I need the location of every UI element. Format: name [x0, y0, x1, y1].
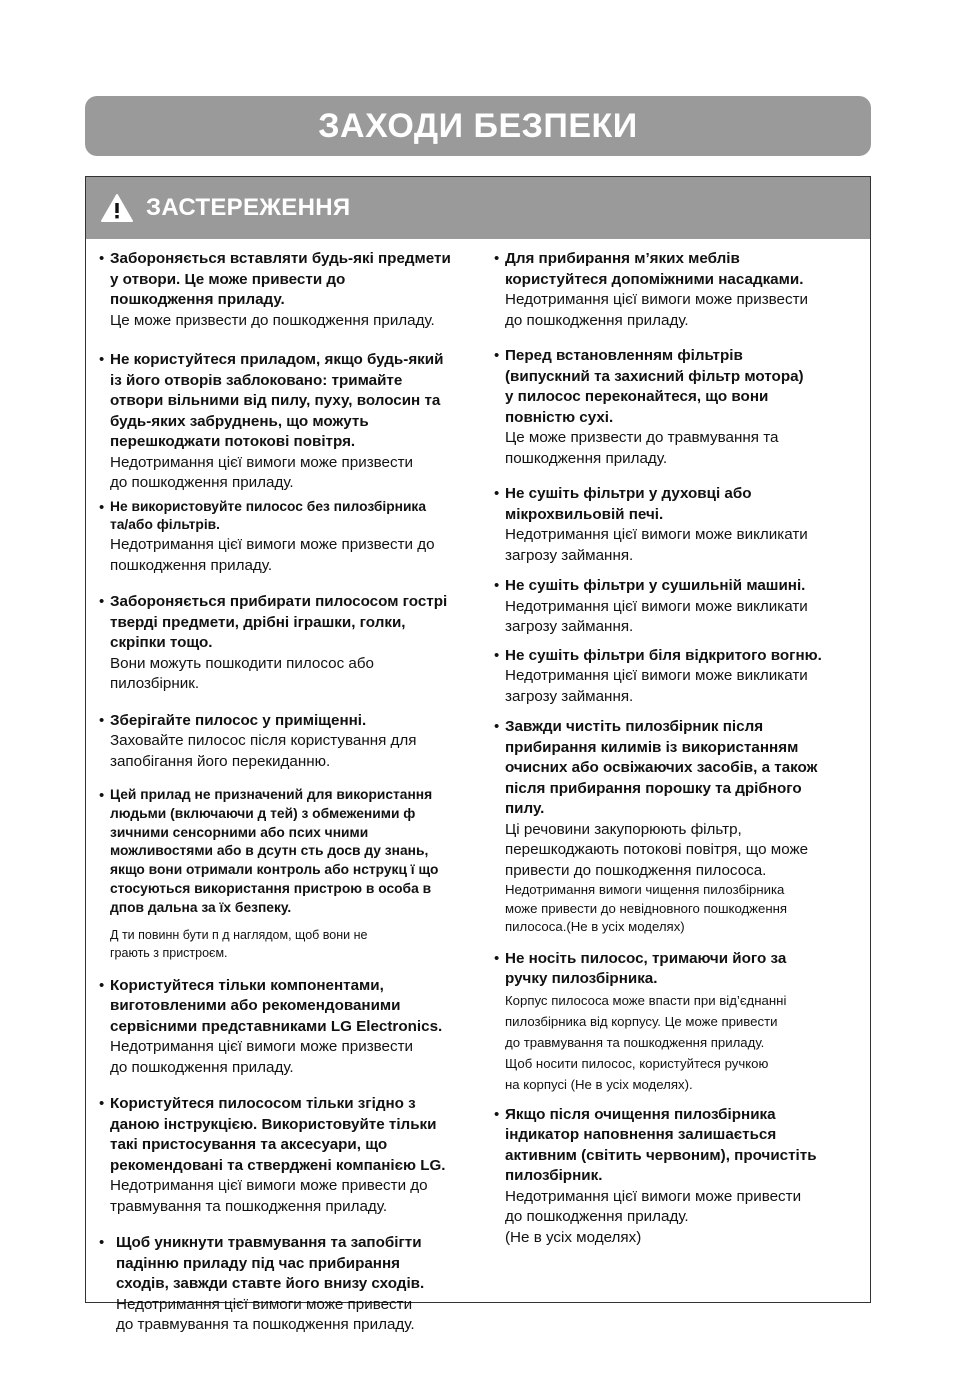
list-item: [491, 1105, 869, 1249]
list-item: [96, 711, 484, 773]
list-item: [491, 646, 869, 708]
item-bold: • Щоб уникнути травмування та запобігти падінню приладу під час прибирання сходів, завжди ставте його внизу сходів.: [116, 1234, 425, 1293]
list-item: [96, 1094, 484, 1217]
list-item: [96, 350, 484, 494]
item-bold: • Не використовуйте пилосос без пилозбірника та/або фільтрів.: [110, 498, 427, 533]
left-column: [96, 245, 484, 1336]
item-text: Недотримання цієї вимоги може привести до травмування та пошкодження приладу.: [110, 1177, 428, 1215]
item-bold: • Не сушіть фільтри у сушильній машині.: [505, 577, 806, 594]
list-item: [491, 949, 869, 1095]
warning-box: [85, 176, 871, 1334]
page-title: ЗАХОДИ БЕЗПЕКИ: [318, 106, 638, 145]
item-text: Недотримання цієї вимоги може призвести до пошкодження приладу.: [110, 536, 435, 574]
item-text: Це може призвести до пошкодження приладу.: [110, 311, 435, 329]
item-bold: • Користуйтеся тільки компонентами, виготовленими або рекомендованими сервісними представниками LG Electronics.: [110, 976, 443, 1035]
warning-title: ЗАСТЕРЕЖЕННЯ: [146, 194, 351, 221]
item-bold: • Зберігайте пилосос у приміщенні.: [110, 711, 367, 729]
list-item: [491, 576, 869, 638]
item-text: Д ти повинн бути п д наглядом, щоб вони не грають з пристроєм.: [110, 927, 368, 960]
item-text: Недотримання цієї вимоги може викликати загрозу займання.: [505, 526, 808, 564]
item-text: Недотримання цієї вимоги може призвести до пошкодження приладу.: [505, 291, 809, 329]
item-text: Корпус пилососа може впасти при від’єднанні пилозбірника від корпусу. Це може привести до травмування та пошкодження приладу. Щоб носити пилосос, користуйтеся ручкою на корпусі (Не в усіх моделях).: [505, 992, 787, 1092]
right-column: [491, 245, 869, 1248]
list-item: [491, 484, 869, 566]
item-text: Недотримання цієї вимоги може привести до пошкодження приладу. (Не в усіх моделях): [505, 1187, 802, 1246]
item-bold: • Перед встановленням фільтрів (випускний та захисний фільтр мотора) у пилосос переконайтеся, що вони повністю сухі.: [505, 347, 804, 426]
item-text: Недотримання цієї вимоги може привести до травмування та пошкодження приладу.: [116, 1295, 415, 1334]
item-text: Недотримання вимоги чищення пилозбірника може привести до невідновного пошкодження пилососа.(Не в усіх моделях): [505, 882, 788, 935]
item-bold: • Забороняється вставляти будь-які предмети у отвори. Це може привести до пошкодження приладу.: [110, 250, 451, 308]
item-bold: • Не носіть пилосос, тримаючи його за ручку пилозбірника.: [505, 949, 787, 988]
list-item: [96, 592, 484, 695]
item-text: Заховайте пилосос після користування для запобігання його перекиданню.: [110, 732, 417, 770]
warning-triangle-icon: [100, 193, 134, 223]
item-text: Це може призвести до травмування та пошкодження приладу.: [505, 429, 779, 467]
list-item: [96, 786, 484, 962]
list-item: [96, 498, 484, 577]
title-bar: [85, 96, 871, 156]
item-text: Ці речовини закупорюють фільтр, перешкоджають потокові повітря, що може привести до пошкодження пилососа.: [505, 820, 809, 879]
item-text: Недотримання цієї вимоги може викликати загрозу займання.: [505, 597, 808, 635]
list-item: [491, 717, 869, 937]
item-text: Вони можуть пошкодити пилосос або пилозбірник.: [110, 654, 374, 693]
item-text: Недотримання цієї вимоги може призвести до пошкодження приладу.: [110, 453, 414, 491]
list-item: [491, 346, 869, 469]
item-bold: • Забороняється прибирати пилососом гострі тверді предмети, дрібні іграшки, голки, скріпки тощо.: [110, 593, 448, 652]
item-bold: • Не сушіть фільтри біля відкритого вогню.: [505, 646, 822, 664]
list-item: [491, 249, 869, 331]
item-bold: • Користуйтеся пилососом тільки згідно з даною інструкцією. Використовуйте тільки такі пристосування та аксесуари, що рекомендовані та стверджені компанією LG.: [110, 1095, 446, 1174]
item-bold: • Якщо після очищення пилозбірника індикатор наповнення залишається активним (світить червоним), прочистіть пилозбірник.: [505, 1105, 817, 1185]
item-bold: • Цей прилад не призначений для використання людьми (включаючи д тей) з обмеженими ф зичними сенсорними або псих чними можливостями або в дсутн сть досв ду знань, якщо вони отримали контроль або нструкц ї що стосуються використання пристрою в особа в дпов дальна за їх безпеку.: [110, 787, 439, 915]
item-text: Недотримання цієї вимоги може призвести до пошкодження приладу.: [110, 1038, 414, 1076]
item-bold: • Не сушіть фільтри у духовці або мікрохвильовій печі.: [505, 485, 752, 523]
item-bold: • Для прибирання м’яких меблів користуйтеся допоміжними насадками.: [505, 250, 804, 288]
list-item: [96, 976, 484, 1079]
item-text: Недотримання цієї вимоги може викликати загрозу займання.: [505, 667, 808, 705]
list-item: [96, 1233, 484, 1336]
warning-header: [86, 177, 870, 239]
item-bold: • Завжди чистіть пилозбірник після прибирання килимів із використанням очисних або освіжаючих засобів, а також після прибирання порошку та дрібного пилу.: [505, 718, 818, 817]
list-item: [96, 249, 484, 331]
item-bold: • Не користуйтеся приладом, якщо будь-який із його отворів заблоковано: тримайте отвори вільними від пилу, пуху, волосин та будь-яких забруднень, що можуть перешкоджати потокові повітря.: [110, 351, 444, 450]
